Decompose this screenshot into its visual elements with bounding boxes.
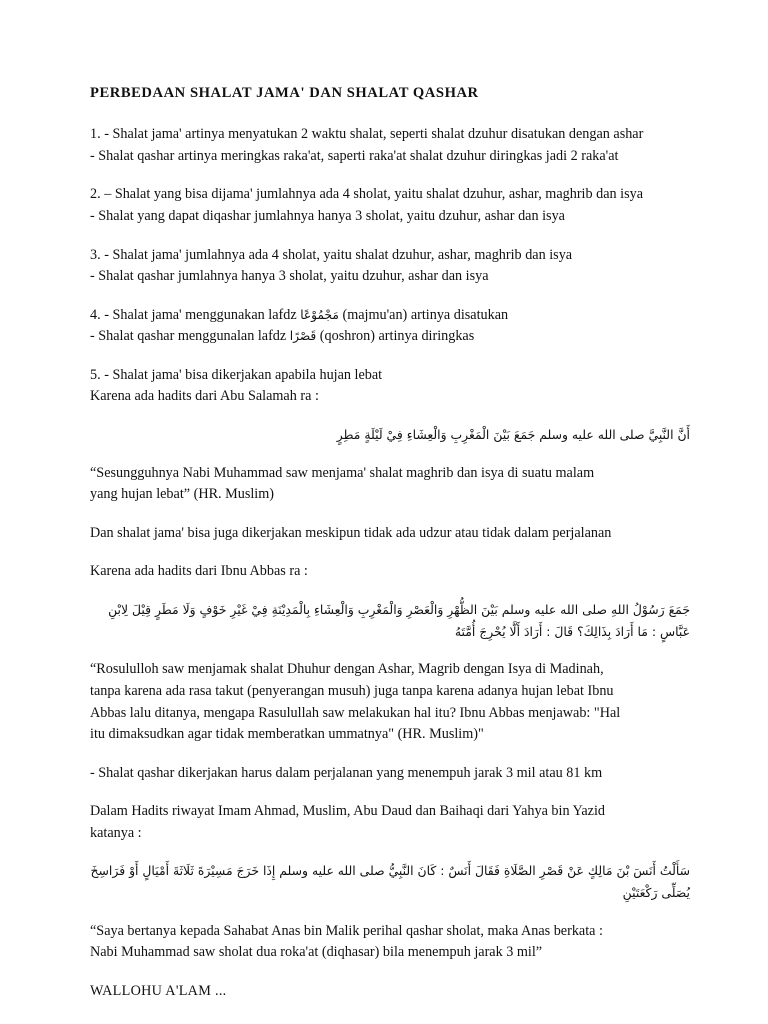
hadith-1-translation-line-1: “Sesungguhnya Nabi Muhammad saw menjama' shalat maghrib dan isya di suatu malam (90, 464, 595, 481)
closing-statement: WALLOHU A'LAM ... (90, 983, 227, 1000)
item-4-line-2-prefix: - Shalat qashar menggunalan lafdz (90, 328, 290, 345)
note-qashar-distance: - Shalat qashar dikerjakan harus dalam perjalanan yang menempuh jarak 3 mil atau 81 km (90, 764, 603, 781)
note-jama-without-udzur: Dan shalat jama' bisa juga dikerjakan meskipun tidak ada udzur atau tidak dalam perjalanan (90, 524, 612, 541)
hadith-3-arabic-line-1: سَأَلْتُ أَنَسَ بْنَ مَالِكٍ عَنْ قَصْرِ الصَّلَاةِ فَقَالَ أَنَسٌ : كَانَ النَّبِيُّ صلى الله عليه وسلم إِذَا خَرَجَ مَسِيْرَةَ ثَلَاثَةَ أَمْيَالٍ أَوْ فَرَاسِخَ (90, 863, 690, 879)
paragraph-item-1 (90, 124, 690, 167)
item-4-line-1-prefix: 4. - Shalat jama' menggunakan lafdz (90, 306, 301, 323)
intro-hadith-yahya-bin-yazid (90, 801, 690, 844)
item-4-line-1-suffix: (majmu'an) artinya disatukan (338, 306, 509, 323)
item-1-line-1: 1. - Shalat jama' artinya menyatukan 2 waktu shalat, seperti shalat dzuhur disatukan dengan ashar (90, 126, 644, 143)
arabic-word-majmuan: مَجْمُوْعًا (300, 307, 339, 322)
item-2-line-2: - Shalat yang dapat diqashar jumlahnya hanya 3 sholat, yaitu dzuhur, ashar dan isya (90, 207, 565, 224)
intro-3-line-2: katanya : (90, 824, 142, 841)
item-3-line-1: 3. - Shalat jama' jumlahnya ada 4 sholat, yaitu shalat dzuhur, ashar, maghrib dan isya (90, 246, 573, 263)
item-2-line-1: 2. – Shalat yang bisa dijama' jumlahnya ada 4 sholat, yaitu shalat dzuhur, ashar, maghrib dan isya (90, 186, 644, 203)
item-5-line-2: Karena ada hadits dari Abu Salamah ra : (90, 388, 319, 405)
arabic-word-qoshron: قَصْرًا (289, 329, 317, 344)
paragraph-item-2 (90, 184, 690, 227)
paragraph-item-4 (90, 305, 690, 348)
hadith-1-translation-line-2: yang hujan lebat” (HR. Muslim) (90, 486, 275, 503)
hadith-2-translation (90, 659, 690, 745)
item-4-line-1 (90, 305, 690, 327)
hadith-3-arabic (90, 860, 690, 903)
hadith-2-arabic (90, 599, 690, 642)
hadith-3-translation (90, 921, 690, 964)
hadith-1-translation (90, 463, 690, 506)
intro-hadith-ibnu-abbas: Karena ada hadits dari Ibnu Abbas ra : (90, 563, 308, 580)
hadith-2-translation-line-3: Abbas lalu ditanya, mengapa Rasulullah saw melakukan hal itu? Ibnu Abbas menjawab: "Hal (90, 704, 621, 721)
page-title: PERBEDAAN SHALAT JAMA' DAN SHALAT QASHAR (90, 85, 479, 101)
hadith-3-arabic-line-2: يُصَلِّى رَكْعَتَيْنِ (622, 885, 690, 901)
hadith-2-arabic-line-2: عَبَّاسٍ : مَا أَرَادَ بِذَالِكَ؟ قَالَ : أَرَادَ أَلَّا يُحْرِجَ أُمَّتَهُ (454, 623, 690, 639)
hadith-1-arabic (90, 424, 690, 446)
item-1-line-2: - Shalat qashar artinya meringkas raka'at, saperti raka'at shalat dzuhur diringkas jadi 2 raka'at (90, 147, 619, 164)
intro-3-line-1: Dalam Hadits riwayat Imam Ahmad, Muslim, Abu Daud dan Baihaqi dari Yahya bin Yazid (90, 803, 606, 820)
hadith-3-translation-line-2: Nabi Muhammad saw sholat dua roka'at (diqhasar) bila menempuh jarak 3 mil” (90, 944, 543, 961)
item-3-line-2: - Shalat qashar jumlahnya hanya 3 sholat, yaitu dzuhur, ashar dan isya (90, 268, 489, 285)
item-4-line-2-suffix: (qoshron) artinya diringkas (316, 328, 475, 345)
hadith-2-translation-line-4: itu dimaksudkan agar tidak memberatkan ummatnya" (HR. Muslim)" (90, 726, 484, 743)
hadith-2-arabic-line-1: جَمَعَ رَسُوْلُ اللهِ صلى الله عليه وسلم بَيْنَ الظُّهْرِ وَالْعَصْرِ وَالْمَغْرِبِ وَالْعِشَاءِ بِالْمَدِيْنَةِ فِيْ غَيْرِ خَوْفٍ وَلَا مَطَرٍ قِيْلَ لِابْنِ (108, 602, 690, 618)
item-4-line-2 (90, 326, 690, 348)
hadith-2-translation-line-2: tanpa karena ada rasa takut (penyerangan musuh) juga tanpa karena adanya hujan lebat Ibnu (90, 683, 614, 700)
hadith-1-arabic-line: أَنَّ النَّبِيَّ صلى الله عليه وسلم جَمَعَ بَيْنَ الْمَغْرِبِ وَالْعِشَاءِ فِيْ لَيْلَةٍ مَطِرٍ (336, 427, 690, 443)
paragraph-item-5 (90, 365, 690, 408)
item-5-line-1: 5. - Shalat jama' bisa dikerjakan apabila hujan lebat (90, 366, 383, 383)
hadith-2-translation-line-1: “Rosululloh saw menjamak shalat Dhuhur dengan Ashar, Magrib dengan Isya di Madinah, (90, 661, 604, 678)
hadith-3-translation-line-1: “Saya bertanya kepada Sahabat Anas bin Malik perihal qashar sholat, maka Anas berkata : (90, 922, 603, 939)
paragraph-item-3 (90, 245, 690, 288)
